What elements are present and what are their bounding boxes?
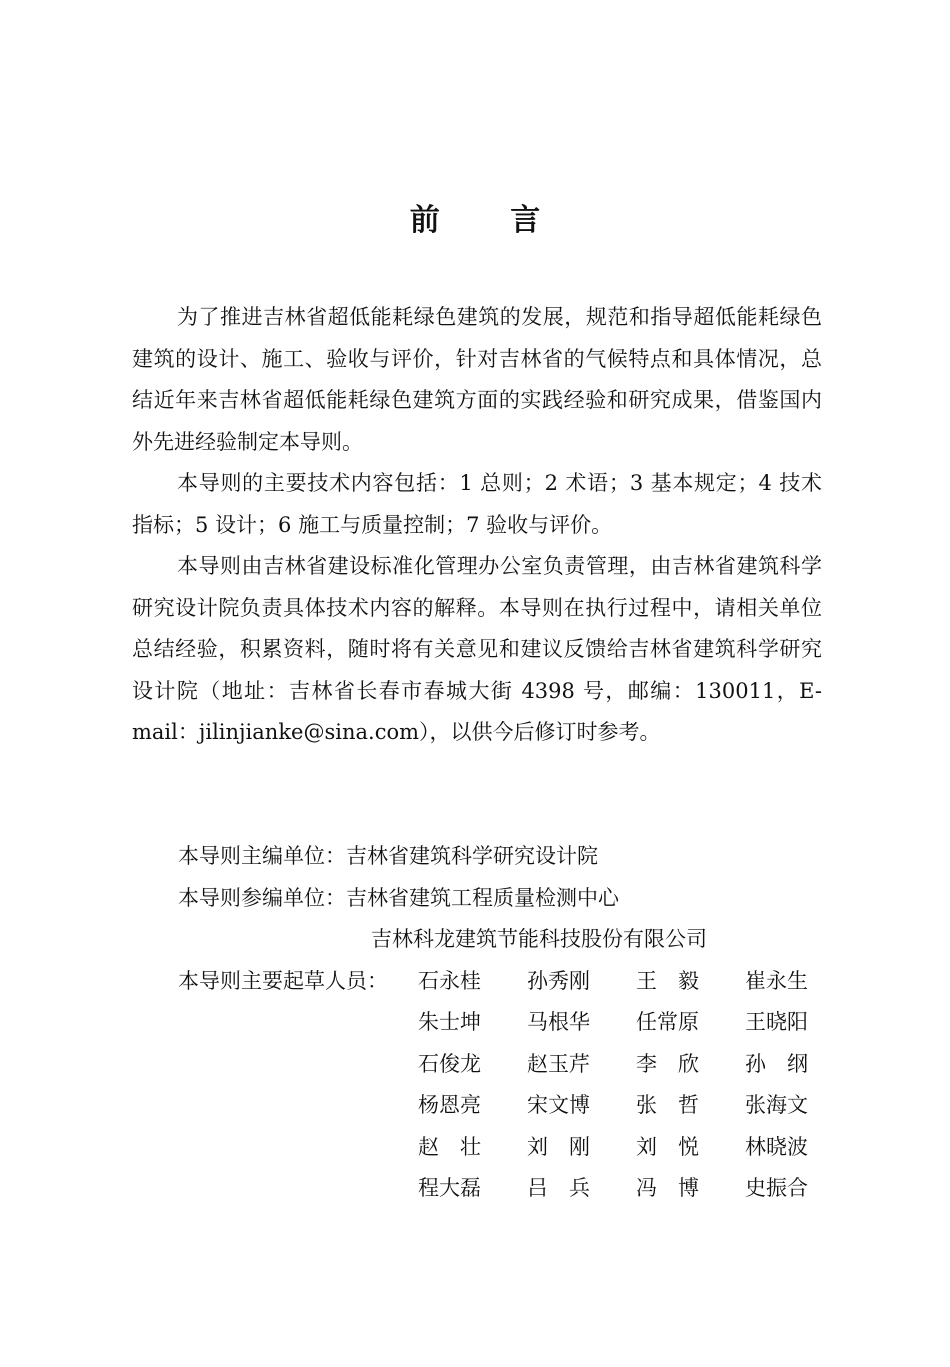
credits-section: [178, 836, 838, 1210]
chief-unit-label: 本导则主编单位：: [178, 844, 346, 868]
drafter-name: 任常原: [636, 1010, 699, 1034]
paragraph: 本导则由吉林省建设标准化管理办公室负责管理，由吉林省建筑科学研究设计院负责具体技术内容的解释。本导则在执行过程中，请相关单位总结经验，积累资料，随时将有关意见和建议反馈给吉林省建筑科学研究设计院（地址：吉林省长春市春城大街 4398 号，邮编：130011，E-mail：jilinjianke@sina.com），以供今后修订时参考。: [132, 554, 822, 744]
participating-unit-row: [178, 878, 838, 920]
drafters-block: [178, 961, 838, 1210]
drafter-name: 史振合: [745, 1176, 808, 1200]
drafter-name: 刘 刚: [527, 1134, 590, 1159]
participating-unit-value: 吉林省建筑工程质量检测中心: [346, 885, 619, 910]
drafters-label: 本导则主要起草人员：: [178, 968, 388, 993]
preface-body: [132, 297, 822, 754]
page-title: 前 言: [409, 203, 571, 238]
paragraph: 为了推进吉林省超低能耗绿色建筑的发展，规范和指导超低能耗绿色建筑的设计、施工、验收与评价，针对吉林省的气候特点和具体情况，总结近年来吉林省超低能耗绿色建筑方面的实践经验和研究成果，借鉴国内外先进经验制定本导则。: [132, 305, 822, 454]
paragraph: 本导则的主要技术内容包括：1 总则；2 术语；3 基本规定；4 技术指标；5 设计；6 施工与质量控制；7 验收与评价。: [132, 471, 822, 537]
drafter-name: 林晓波: [745, 1134, 808, 1159]
drafter-name: 宋文博: [527, 1093, 590, 1117]
drafter-name: 杨恩亮: [418, 1093, 481, 1117]
drafter-name: 马根华: [527, 1010, 590, 1034]
drafter-name: 李 欣: [636, 1051, 699, 1076]
drafter-name: 孙 纲: [745, 1051, 808, 1076]
drafter-name: 石永桂: [418, 968, 481, 993]
participating-unit-label: 本导则参编单位：: [178, 885, 346, 910]
drafter-name: 石俊龙: [418, 1051, 481, 1076]
drafter-name: 赵 壮: [418, 1134, 481, 1159]
participating-unit-row: [178, 919, 838, 961]
drafter-name: 孙秀刚: [527, 968, 590, 993]
drafters-grid: [418, 961, 854, 1210]
drafter-name: 朱士坤: [418, 1010, 481, 1034]
drafter-name: 张 哲: [636, 1093, 699, 1117]
drafter-name: 张海文: [745, 1093, 808, 1117]
participating-unit-value: 吉林科龙建筑节能科技股份有限公司: [371, 927, 707, 951]
drafter-name: 王 毅: [636, 968, 699, 993]
drafter-name: 崔永生: [745, 968, 808, 993]
drafter-name: 冯 博: [636, 1176, 699, 1200]
drafter-name: 赵玉芹: [527, 1051, 590, 1076]
chief-unit-row: [178, 836, 838, 878]
drafter-name: 吕 兵: [527, 1176, 590, 1200]
drafter-name: 刘 悦: [636, 1134, 699, 1159]
drafter-name: 程大磊: [418, 1176, 481, 1200]
chief-unit-value: 吉林省建筑科学研究设计院: [346, 844, 598, 868]
drafter-name: 王晓阳: [745, 1010, 808, 1034]
